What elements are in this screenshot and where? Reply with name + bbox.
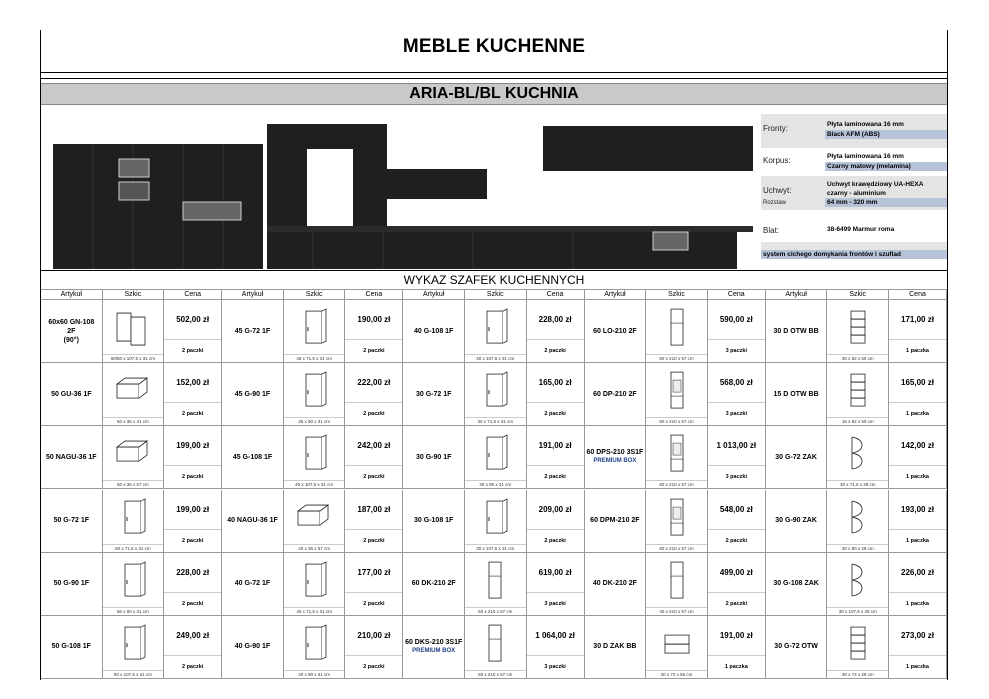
article-code [585, 616, 647, 679]
cabinet-sketch-icon [657, 616, 697, 670]
package-count: 2 paczki [181, 474, 204, 481]
cabinet-sketch-icon [113, 616, 153, 670]
package-count: 2 paczki [544, 348, 566, 355]
price-value: 228,00 zł [527, 300, 584, 340]
price-value: 199,00 zł [164, 426, 221, 466]
column-header: Cena [164, 289, 222, 300]
article-code-text: 40 NAGU-36 1F [227, 517, 278, 525]
uchwyt-label: Uchwyt: [763, 186, 792, 195]
article-code-text: 60 DPM-210 2F [590, 517, 640, 525]
article-code [403, 363, 465, 426]
article-code-text: 45 G-108 1F [232, 453, 273, 461]
article-code [585, 363, 647, 426]
package-count: 2 paczki [181, 411, 204, 418]
price-value: 210,00 zł [345, 616, 402, 656]
cabinet-sketch-icon [657, 300, 697, 354]
cabinet-dimensions: 40 x 107,5 x 31 cm [465, 354, 526, 362]
article-code [222, 300, 284, 363]
article-code-text: 40 G-90 1F [234, 643, 271, 651]
price-cell [345, 490, 403, 553]
cabinet-sketch [103, 616, 165, 679]
kitchen-render-image [53, 114, 753, 274]
price-cell [164, 553, 222, 616]
cabinet-sketch [646, 616, 708, 679]
cabinet-dimensions: 60 x 210 x 57 cm [646, 544, 707, 552]
column-header: Szkic [103, 289, 165, 300]
cabinet-sketch [646, 553, 708, 616]
column-header: Cena [345, 289, 403, 300]
cabinet-sketch-icon [657, 426, 697, 480]
article-code-text: 30 D ZAK BB [593, 643, 637, 651]
article-code [403, 553, 465, 616]
article-code-text: 30 G-108 ZAK [773, 580, 819, 588]
cabinet-sketch [284, 553, 346, 616]
cabinet-sketch [284, 363, 346, 426]
page-title: MEBLE KUCHENNE [402, 36, 586, 57]
cabinet-dimensions: 30 x 72 x 55 cm [646, 670, 707, 678]
article-code-text: 60 DKS-210 3S1F [405, 638, 463, 646]
korpus-label: Korpus: [763, 156, 791, 165]
cabinet-dimensions: 30 x 107,5 x 29 cm [827, 607, 888, 615]
cabinet-sketch-icon [838, 300, 878, 354]
column-header: Szkic [465, 289, 527, 300]
cabinet-sketch-icon [657, 490, 697, 544]
package-count: 3 paczki [725, 411, 747, 418]
price-cell [345, 553, 403, 616]
cabinet-sketch-icon [838, 363, 878, 417]
cabinet-sketch-icon [838, 426, 878, 480]
article-code-text: 30 G-108 1F [414, 517, 454, 525]
cabinet-dimensions: 30 x 82 x 50 cm [827, 354, 888, 362]
cabinet-sketch-icon [294, 363, 334, 417]
premium-box-label: PREMIUM BOX [593, 458, 637, 465]
article-code [766, 616, 828, 679]
price-value: 590,00 zł [708, 300, 765, 340]
cabinet-sketch [827, 553, 889, 616]
price-value: 193,00 zł [889, 490, 946, 530]
cabinet-sketch [646, 490, 708, 553]
package-count: 2 paczki [363, 411, 385, 418]
column-header: Szkic [827, 289, 889, 300]
cabinet-sketch-icon [113, 426, 153, 480]
cabinet-sketch [103, 300, 165, 363]
article-code [403, 490, 465, 553]
price-cell [889, 553, 947, 616]
cabinet-sketch [646, 363, 708, 426]
korpus-value-1: Płyta laminowana 16 mm [827, 153, 904, 160]
cabinet-sketch [827, 426, 889, 489]
cabinet-sketch [465, 426, 527, 489]
price-cell [164, 300, 222, 363]
article-code-text: 60 DPS-210 3S1F [586, 449, 644, 457]
article-code-text: 60 LO-210 2F [593, 327, 637, 335]
price-value: 502,00 zł [164, 300, 221, 340]
article-code [41, 300, 103, 363]
article-code-text: 50 G-72 1F [53, 517, 89, 525]
article-code-text: 40 G-108 1F [414, 327, 454, 335]
article-code [766, 426, 828, 489]
cabinet-sketch [284, 490, 346, 553]
catalog-sheet [40, 30, 948, 680]
fronty-value-1: Płyta laminowana 16 mm [827, 121, 904, 128]
column-header: Artykuł [41, 289, 103, 300]
uchwyt-value-1: Uchwyt krawędziowy UA-HEXA [827, 181, 924, 188]
cabinet-sketch [284, 616, 346, 679]
price-cell [345, 363, 403, 426]
price-cell [708, 553, 766, 616]
cabinet-sketch [646, 426, 708, 489]
price-value: 209,00 zł [527, 490, 584, 530]
cabinet-sketch [465, 553, 527, 616]
system-note: system cichego domykania frontów i szuflad [761, 250, 947, 259]
price-cell [889, 616, 947, 679]
article-code-text: 50 G-108 1F [51, 643, 91, 651]
price-value: 499,00 zł [708, 553, 765, 593]
cabinet-dimensions: 60 x 210 x 57 cm [646, 480, 707, 488]
price-cell [527, 616, 585, 679]
article-code-text: 50 NAGU-36 1F [46, 453, 97, 461]
article-code-text: 45 G-90 1F [234, 390, 271, 398]
article-code-text: 30 G-72 ZAK [775, 453, 817, 461]
article-code [222, 363, 284, 426]
article-code [41, 553, 103, 616]
column-header: Artykuł [766, 289, 828, 300]
blat-label: Blat: [763, 226, 780, 235]
cabinet-sketch-icon [294, 490, 334, 544]
article-code [222, 553, 284, 616]
package-count: 2 paczki [181, 348, 204, 355]
cabinet-sketch [827, 300, 889, 363]
package-count: 1 paczka [906, 348, 929, 355]
cabinet-sketch [103, 553, 165, 616]
package-count: 2 paczki [363, 537, 385, 544]
price-cell [164, 426, 222, 489]
price-value: 249,00 zł [164, 616, 221, 656]
cabinet-dimensions: 60 x 210 x 57 cm [465, 607, 526, 615]
price-value: 548,00 zł [708, 490, 765, 530]
price-cell [889, 300, 947, 363]
cabinet-sketch-icon [294, 300, 334, 354]
package-count: 2 paczki [544, 537, 566, 544]
price-value: 619,00 zł [527, 553, 584, 593]
cabinet-sketch [103, 363, 165, 426]
fronty-label: Fronty: [763, 124, 788, 133]
cabinet-dimensions: 30 x 71,5 x 31 cm [465, 417, 526, 425]
article-code [585, 553, 647, 616]
article-code-text: 30 G-72 OTW [774, 643, 818, 651]
article-code [585, 426, 647, 489]
cabinet-sketch [284, 426, 346, 489]
price-cell [889, 490, 947, 553]
spec-panel [761, 114, 947, 294]
article-code [766, 553, 828, 616]
price-cell [527, 426, 585, 489]
cabinet-dimensions: 40 x 36 x 57 cm [284, 544, 345, 552]
uchwyt-value-2: czarny - aluminium [827, 190, 886, 197]
article-code-text: 40 G-72 1F [234, 580, 271, 588]
price-value: 190,00 zł [345, 300, 402, 340]
price-value: 177,00 zł [345, 553, 402, 593]
cabinet-dimensions: 60 x 210 x 57 cm [646, 354, 707, 362]
article-code [766, 300, 828, 363]
article-code [585, 300, 647, 363]
article-code [41, 490, 103, 553]
cabinet-dimensions: 60 x 210 x 57 cm [465, 670, 526, 678]
rozstaw-label: Rozstaw [763, 200, 787, 206]
fronty-value-2: Black AFM (ABS) [825, 130, 947, 139]
package-count: 1 paczka [906, 411, 929, 418]
price-value: 165,00 zł [889, 363, 946, 403]
cabinet-sketch [284, 300, 346, 363]
article-code-text: 30 D OTW BB [773, 327, 819, 335]
cabinet-sketch-icon [475, 616, 515, 670]
article-code [403, 426, 465, 489]
article-code [41, 616, 103, 679]
cabinet-dimensions: 30 x 71,5 x 29 cm [827, 480, 888, 488]
article-code-text: 15 D OTW BB [773, 390, 819, 398]
cabinet-dimensions: 50 x 71,5 x 31 cm [103, 544, 164, 552]
cabinet-sketch [465, 363, 527, 426]
cabinet-dimensions: 30 x 107,5 x 31 cm [465, 544, 526, 552]
price-value: 222,00 zł [345, 363, 402, 403]
price-value: 228,00 zł [164, 553, 221, 593]
price-value: 171,00 zł [889, 300, 946, 340]
cabinet-table [41, 289, 947, 679]
price-cell [345, 426, 403, 489]
article-code [41, 363, 103, 426]
package-count: 2 paczki [181, 663, 204, 670]
cabinet-dimensions: 50 x 36 x 57 cm [103, 480, 164, 488]
cabinet-sketch [827, 616, 889, 679]
article-code [403, 300, 465, 363]
cabinet-sketch-icon [475, 490, 515, 544]
article-code [41, 426, 103, 489]
cabinet-dimensions: 15 x 82 x 50 cm [827, 417, 888, 425]
cabinet-sketch-icon [657, 363, 697, 417]
cabinet-sketch-icon [475, 426, 515, 480]
column-header: Cena [708, 289, 766, 300]
korpus-value-2: Czarny matowy (melamina) [825, 162, 947, 171]
cabinet-sketch [465, 616, 527, 679]
column-header: Cena [889, 289, 947, 300]
cabinet-sketch [465, 300, 527, 363]
column-header: Szkic [646, 289, 708, 300]
package-count: 3 paczki [544, 600, 566, 607]
article-code [403, 616, 465, 679]
package-count: 1 paczka [906, 663, 929, 670]
price-cell [527, 300, 585, 363]
cabinet-sketch [103, 490, 165, 553]
premium-box-label: PREMIUM BOX [412, 647, 456, 654]
cabinet-sketch-icon [838, 616, 878, 670]
price-cell [708, 300, 766, 363]
article-code [222, 616, 284, 679]
package-count: 2 paczki [363, 474, 385, 481]
price-cell [708, 616, 766, 679]
cabinet-sketch-icon [475, 363, 515, 417]
price-cell [708, 490, 766, 553]
collection-title: ARIA-BL/BL KUCHNIA [41, 83, 947, 105]
price-value: 142,00 zł [889, 426, 946, 466]
cabinet-sketch-icon [294, 426, 334, 480]
cabinet-dimensions: 60/60 x 107,5 x 31 cm [103, 354, 164, 362]
package-count: 2 paczki [181, 537, 204, 544]
package-count: 3 paczki [544, 663, 566, 670]
price-cell [164, 616, 222, 679]
cabinet-dimensions: 50 x 36 x 31 cm [103, 417, 164, 425]
price-cell [527, 553, 585, 616]
article-code-text: 60 DP-210 2F [593, 390, 637, 398]
package-count: 2 paczki [363, 600, 385, 607]
cabinet-dimensions: 50 x 90 x 31 cm [103, 607, 164, 615]
package-count: 3 paczki [725, 348, 747, 355]
price-cell [527, 363, 585, 426]
package-count: 2 paczki [725, 537, 747, 544]
rozstaw-value: 64 mm - 320 mm [825, 198, 947, 207]
price-value: 226,00 zł [889, 553, 946, 593]
article-code-text: 60x60 GN-108 2F (90°) [48, 318, 95, 344]
cabinet-dimensions: 50 x 107,5 x 31 cm [103, 670, 164, 678]
price-value: 242,00 zł [345, 426, 402, 466]
cabinet-sketch-icon [475, 300, 515, 354]
price-cell [164, 363, 222, 426]
cabinet-dimensions: 60 x 210 x 57 cm [646, 417, 707, 425]
price-value: 568,00 zł [708, 363, 765, 403]
package-count: 2 paczki [363, 348, 385, 355]
price-value: 1 013,00 zł [708, 426, 765, 466]
cabinet-sketch [827, 363, 889, 426]
cabinet-sketch-icon [113, 300, 153, 354]
article-code [766, 490, 828, 553]
article-code [222, 426, 284, 489]
column-header: Artykuł [222, 289, 284, 300]
column-header: Artykuł [403, 289, 465, 300]
cabinet-sketch [103, 426, 165, 489]
cabinet-dimensions: 45 x 107,5 x 31 cm [284, 480, 345, 488]
price-cell [708, 426, 766, 489]
price-cell [527, 490, 585, 553]
price-value: 273,00 zł [889, 616, 946, 656]
column-header: Artykuł [585, 289, 647, 300]
price-cell [708, 363, 766, 426]
blat-value: 38-6499 Marmur roma [827, 226, 895, 233]
cabinet-sketch-icon [838, 553, 878, 607]
cabinet-sketch-icon [838, 490, 878, 544]
article-code-text: 60 DK-210 2F [411, 580, 456, 588]
column-header: Cena [527, 289, 585, 300]
price-cell [345, 300, 403, 363]
price-cell [889, 363, 947, 426]
divider [41, 72, 947, 73]
price-value: 191,00 zł [708, 616, 765, 656]
cabinet-dimensions: 30 x 90 x 29 cm [827, 544, 888, 552]
price-value: 187,00 zł [345, 490, 402, 530]
package-count: 1 paczka [906, 537, 929, 544]
price-cell [345, 616, 403, 679]
column-header: Szkic [284, 289, 346, 300]
package-count: 2 paczki [181, 600, 204, 607]
package-count: 1 paczka [724, 663, 748, 670]
article-code-text: 40 DK-210 2F [592, 580, 637, 588]
cabinet-sketch-icon [294, 616, 334, 670]
article-code-text: 50 G-90 1F [53, 580, 89, 588]
cabinet-dimensions: 45 x 90 x 31 cm [284, 417, 345, 425]
article-code-text: 30 G-90 1F [415, 453, 452, 461]
article-code-text: 45 G-72 1F [234, 327, 271, 335]
package-count: 2 paczki [725, 600, 747, 607]
package-count: 3 paczki [725, 474, 747, 481]
divider [41, 78, 947, 79]
package-count: 2 paczki [363, 663, 385, 670]
cabinet-dimensions: 30 x 90 x 31 cm [465, 480, 526, 488]
price-value: 199,00 zł [164, 490, 221, 530]
cabinet-sketch [465, 490, 527, 553]
cabinet-dimensions: 40 x 71,5 x 31 cm [284, 607, 345, 615]
cabinet-sketch [646, 300, 708, 363]
cabinet-sketch-icon [113, 490, 153, 544]
table-title: WYKAZ SZAFEK KUCHENNYCH [41, 270, 947, 289]
cabinet-sketch-icon [113, 363, 153, 417]
package-count: 2 paczki [544, 411, 566, 418]
cabinet-dimensions: 30 x 72 x 29 cm [827, 670, 888, 678]
article-code [222, 490, 284, 553]
price-value: 1 064,00 zł [527, 616, 584, 656]
article-code [585, 490, 647, 553]
article-code-text: 30 G-90 ZAK [775, 517, 817, 525]
article-code-text: 30 G-72 1F [415, 390, 452, 398]
package-count: 1 paczka [906, 600, 929, 607]
cabinet-dimensions: 40 x 90 x 31 cm [284, 670, 345, 678]
article-code-text: 50 GU-36 1F [51, 390, 92, 398]
price-cell [164, 490, 222, 553]
cabinet-sketch [827, 490, 889, 553]
cabinet-sketch-icon [294, 553, 334, 607]
cabinet-sketch-icon [657, 553, 697, 607]
cabinet-sketch-icon [113, 553, 153, 607]
price-cell [889, 426, 947, 489]
package-count: 2 paczki [544, 474, 566, 481]
cabinet-sketch-icon [475, 553, 515, 607]
package-count: 1 paczka [906, 474, 929, 481]
article-code [766, 363, 828, 426]
cabinet-dimensions: 45 x 71,5 x 31 cm [284, 354, 345, 362]
price-value: 165,00 zł [527, 363, 584, 403]
cabinet-dimensions: 40 x 210 x 57 cm [646, 607, 707, 615]
price-value: 152,00 zł [164, 363, 221, 403]
price-value: 191,00 zł [527, 426, 584, 466]
